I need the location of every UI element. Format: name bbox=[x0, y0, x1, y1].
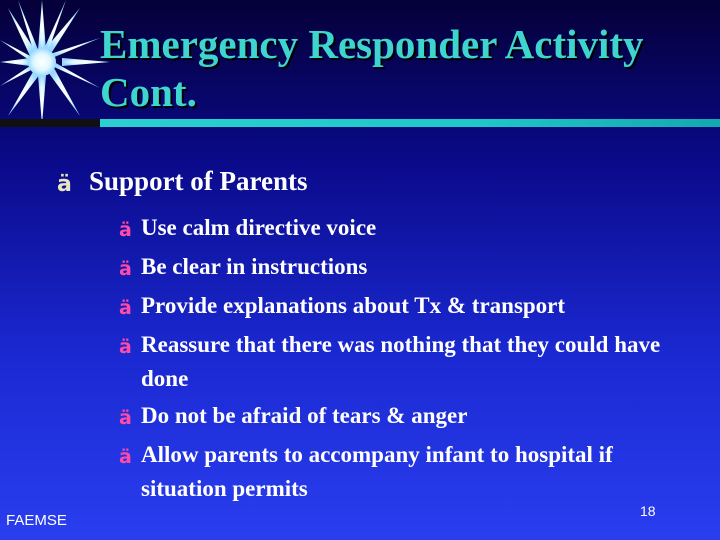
arrow-bullet-icon: ä bbox=[119, 297, 132, 319]
sub-bullet bbox=[119, 211, 697, 247]
slide-number: 18 bbox=[640, 503, 656, 519]
sub-bullet-text: Use calm directive voice bbox=[141, 215, 377, 240]
slide-title: Emergency Responder Activity Cont. bbox=[100, 21, 644, 115]
arrow-bullet-icon: ä bbox=[119, 336, 132, 358]
title-underline-accent bbox=[100, 119, 720, 127]
sub-bullet bbox=[119, 399, 697, 435]
arrow-bullet-icon: ä bbox=[57, 172, 72, 197]
sub-bullet-text: Allow parents to accompany infant to hospital if situation permits bbox=[141, 442, 613, 501]
arrow-bullet-icon: ä bbox=[119, 258, 132, 280]
arrow-bullet-icon: ä bbox=[119, 219, 132, 241]
sub-bullet bbox=[119, 250, 697, 286]
sub-bullet bbox=[119, 438, 697, 506]
main-bullet bbox=[57, 163, 697, 203]
starburst-icon bbox=[0, 0, 110, 125]
sub-bullet-text: Be clear in instructions bbox=[141, 254, 368, 279]
sub-bullet-text: Reassure that there was nothing that they could have done bbox=[141, 332, 661, 391]
bullet-list bbox=[57, 163, 697, 509]
main-bullet-text: Support of Parents bbox=[89, 166, 308, 196]
sub-bullet-text: Provide explanations about Tx & transport bbox=[141, 293, 566, 318]
sub-bullet bbox=[119, 328, 697, 396]
footer-label: FAEMSE bbox=[6, 512, 67, 529]
arrow-bullet-icon: ä bbox=[119, 446, 132, 468]
sub-bullet-text: Do not be afraid of tears & anger bbox=[141, 403, 468, 428]
sub-bullet bbox=[119, 289, 697, 325]
arrow-bullet-icon: ä bbox=[119, 407, 132, 429]
